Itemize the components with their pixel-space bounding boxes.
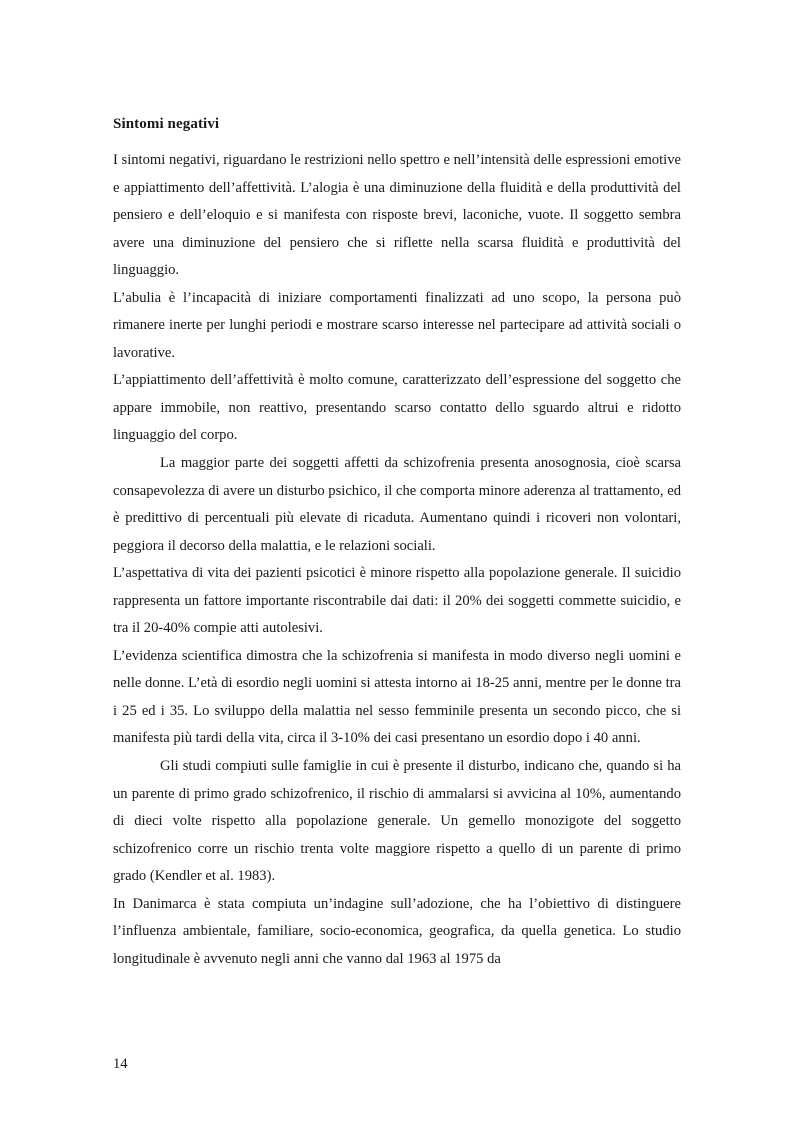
page-number: 14 <box>113 1056 128 1072</box>
body-text <box>113 147 681 973</box>
paragraph: I sintomi negativi, riguardano le restrizioni nello spettro e nell’intensità delle espressioni emotive e appiattimento dell’affettività. L’alogia è una diminuzione della fluidità e della produttività del pensiero e dell’eloquio e si manifesta con risposte brevi, laconiche, vuote. Il soggetto sembra avere una diminuzione del pensiero che si riflette nella scarsa fluidità e produttività del linguaggio. <box>113 152 681 279</box>
paragraph: L’appiattimento dell’affettività è molto comune, caratterizzato dell’espressione del soggetto che appare immobile, non reattivo, presentando scarso contatto dello sguardo altrui e ridotto linguaggio del corpo. <box>113 372 681 444</box>
paragraph: L’evidenza scientifica dimostra che la schizofrenia si manifesta in modo diverso negli uomini e nelle donne. L’età di esordio negli uomini si attesta intorno ai 18-25 anni, mentre per le donne tra i 25 ed i 35. Lo sviluppo della malattia nel sesso femminile presenta un secondo picco, che si manifesta più tardi della vita, circa il 3-10% dei casi presentano un esordio dopo i 40 anni. <box>113 647 681 747</box>
section-title: Sintomi negativi <box>113 116 220 132</box>
paragraph: L’aspettativa di vita dei pazienti psicotici è minore rispetto alla popolazione generale. Il suicidio rappresenta un fattore importante riscontrabile dai dati: il 20% dei soggetti commette suicidio, e tra il 20-40% compie atti autolesivi. <box>113 565 681 637</box>
paragraph: Gli studi compiuti sulle famiglie in cui è presente il disturbo, indicano che, quando si ha un parente di primo grado schizofrenico, il rischio di ammalarsi si avvicina al 10%, aumentando di dieci volte rispetto alla popolazione generale. Un gemello monozigote del soggetto schizofrenico corre un rischio trenta volte maggiore rispetto a quello di un parente di primo grado (Kendler et al. 1983). <box>113 758 681 885</box>
paragraph: L’abulia è l’incapacità di iniziare comportamenti finalizzati ad uno scopo, la persona può rimanere inerte per lunghi periodi e mostrare scarso interesse nel partecipare ad attività sociali o lavorative. <box>113 289 681 361</box>
paragraph-continued: In Danimarca è stata compiuta un’indagine sull’adozione, che ha l’obiettivo di distinguere l’influenza ambientale, familiare, socio-economica, geografica, da quella genetica. Lo studio longitudinale è avvenuto negli anni che vanno dal 1963 al 1975 da <box>113 895 681 967</box>
paragraph: La maggior parte dei soggetti affetti da schizofrenia presenta anosognosia, cioè scarsa consapevolezza di avere un disturbo psichico, il che comporta minore aderenza al trattamento, ed è predittivo di percentuali più elevate di ricaduta. Aumentano quindi i ricoveri non volontari, peggiora il decorso della malattia, e le relazioni sociali. <box>113 455 681 554</box>
